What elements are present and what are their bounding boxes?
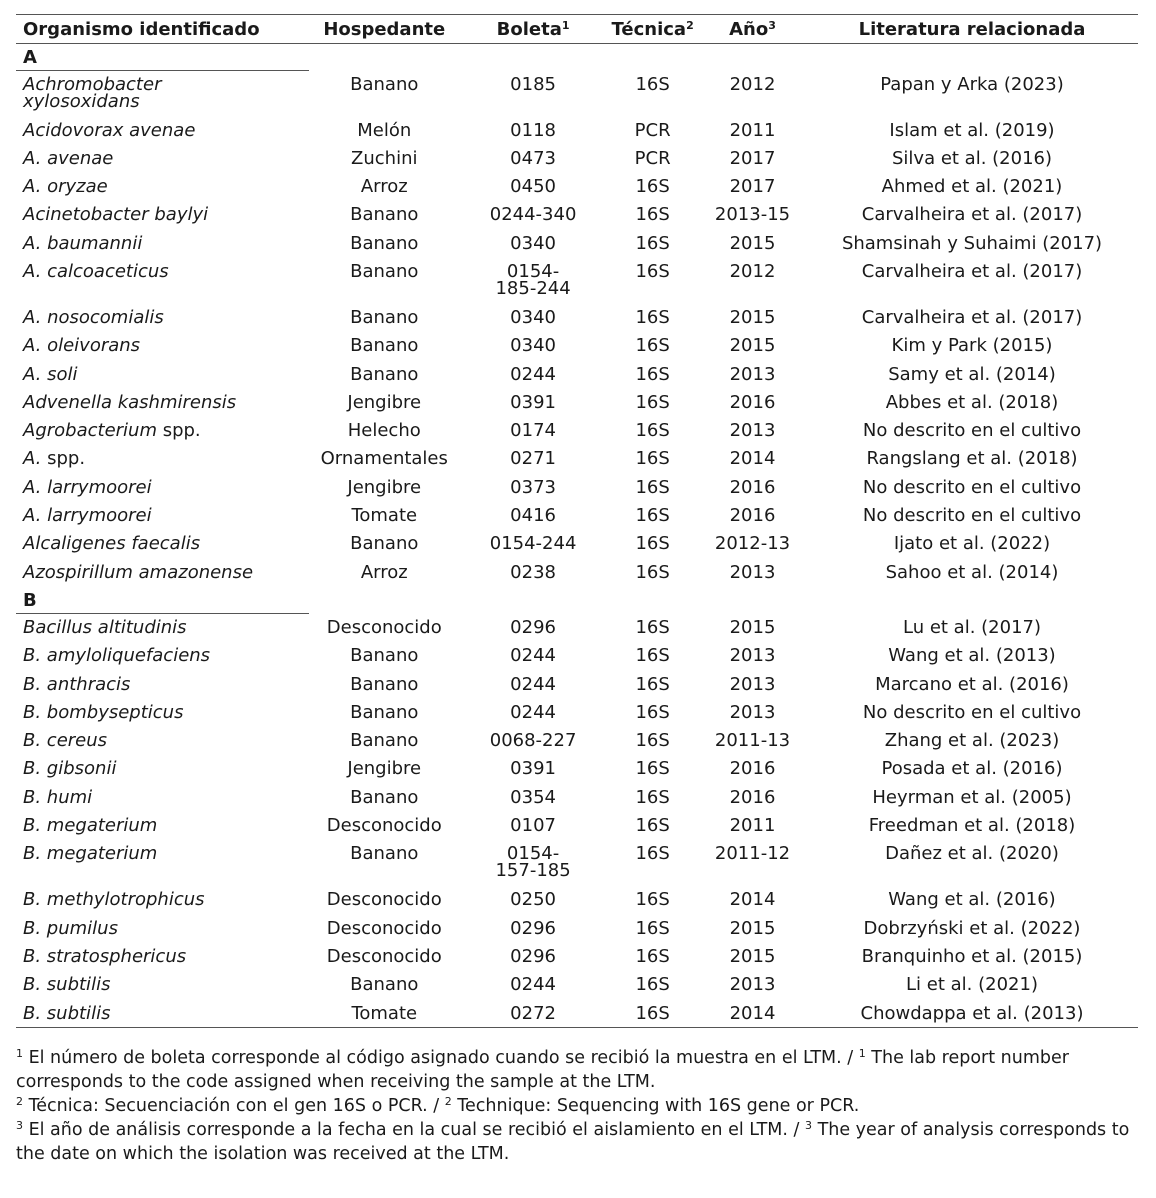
cell-literatura: No descrito en el cultivo (862, 476, 1082, 498)
table-row (16, 474, 1138, 502)
cell-organismo (16, 173, 309, 201)
organism-name: Agrobacterium (23, 420, 157, 442)
cell-anio: 2015 (729, 917, 776, 939)
table-row (16, 258, 1138, 304)
cell-anio: 2016 (729, 505, 776, 527)
cell-hospedante: Banano (350, 786, 419, 808)
cell-organismo (16, 417, 309, 445)
cell-boleta: 0174 (510, 420, 556, 442)
table-row (16, 502, 1138, 530)
organism-name: Alcaligenes faecalis (23, 533, 201, 555)
organism-name: A. oryzae (23, 176, 108, 198)
cell-boleta: 0340 (510, 306, 556, 328)
cell-organismo (16, 784, 309, 812)
cell-anio: 2011-12 (714, 843, 791, 865)
table-row (16, 559, 1138, 587)
organism-name: B. humi (23, 786, 93, 808)
cell-organismo (16, 71, 309, 117)
cell-anio: 2016 (729, 786, 776, 808)
cell-organismo (16, 699, 309, 727)
cell-organismo (16, 117, 309, 145)
cell-anio: 2017 (729, 147, 776, 169)
cell-organismo (16, 361, 309, 389)
cell-literatura: Samy et al. (2014) (888, 363, 1056, 385)
cell-literatura: No descrito en el cultivo (862, 701, 1082, 723)
cell-organismo (16, 559, 309, 587)
table-row (16, 840, 1138, 886)
organism-name: B. gibsonii (23, 758, 117, 780)
cell-tecnica: 16S (635, 176, 670, 198)
cell-hospedante: Banano (350, 363, 419, 385)
cell-literatura: Silva et al. (2016) (891, 147, 1052, 169)
table-row (16, 71, 1138, 117)
cell-tecnica: 16S (635, 786, 670, 808)
cell-tecnica: 16S (635, 616, 670, 638)
cell-anio: 2012-13 (714, 533, 791, 555)
cell-anio: 2015 (729, 306, 776, 328)
cell-tecnica: 16S (635, 730, 670, 752)
organism-name: A. nosocomialis (23, 306, 164, 328)
cell-organismo (16, 474, 309, 502)
cell-anio: 2014 (699, 1000, 806, 1028)
table-row (16, 230, 1138, 258)
cell-hospedante: Tomate (351, 505, 418, 527)
cell-tecnica: 16S (635, 645, 670, 667)
cell-boleta: 0296 (510, 917, 556, 939)
section-label: A (16, 44, 309, 71)
header-organismo: Organismo identificado (16, 15, 309, 44)
cell-literatura: Rangslang et al. (2018) (866, 448, 1078, 470)
cell-tecnica: 16S (635, 306, 670, 328)
cell-boleta: 0296 (510, 616, 556, 638)
cell-anio: 2016 (729, 391, 776, 413)
organism-name: B. bombysepticus (23, 701, 184, 723)
organism-name: B. anthracis (23, 673, 131, 695)
cell-literatura: Abbes et al. (2018) (885, 391, 1059, 413)
cell-tecnica: 16S (635, 335, 670, 357)
cell-literatura: Ahmed et al. (2021) (881, 176, 1063, 198)
cell-anio: 2015 (729, 616, 776, 638)
cell-hospedante: Banano (350, 204, 419, 226)
cell-organismo (16, 1000, 309, 1028)
organism-name: Advenella kashmirensis (23, 391, 237, 413)
cell-hospedante: Tomate (309, 1000, 460, 1028)
cell-tecnica: 16S (635, 701, 670, 723)
table-row (16, 304, 1138, 332)
organism-name: A. soli (23, 363, 78, 385)
cell-organismo (16, 755, 309, 783)
cell-boleta: 0271 (510, 448, 556, 470)
cell-anio: 2013-15 (714, 204, 791, 226)
cell-anio: 2013 (729, 701, 776, 723)
cell-hospedante: Ornamentales (320, 448, 448, 470)
cell-anio: 2013 (729, 974, 776, 996)
header-tecnica: Técnica$^2$ (606, 15, 699, 44)
cell-hospedante: Zuchini (351, 147, 418, 169)
cell-boleta: 0244 (510, 701, 556, 723)
organism-name: A. baumannii (23, 232, 143, 254)
organism-name: Acidovorax avenae (23, 119, 196, 141)
table-row (16, 145, 1138, 173)
organism-name: A. larrymoorei (23, 505, 152, 527)
section-row (16, 587, 1138, 614)
cell-tecnica: 16S (635, 917, 670, 939)
cell-tecnica: PCR (634, 147, 671, 169)
table-header (16, 15, 1138, 44)
cell-hospedante: Jengibre (347, 391, 422, 413)
cell-boleta: 0244 (510, 974, 556, 996)
cell-boleta: 0244-340 (489, 204, 577, 226)
cell-tecnica: 16S (635, 974, 670, 996)
cell-tecnica: 16S (635, 391, 670, 413)
cell-hospedante: Banano (350, 843, 419, 865)
cell-literatura: Shamsinah y Suhaimi (2017) (841, 232, 1103, 254)
cell-literatura: Sahoo et al. (2014) (885, 561, 1059, 583)
table-row (16, 886, 1138, 914)
header-hospedante: Hospedante (309, 15, 460, 44)
organism-name: A. larrymoorei (23, 476, 152, 498)
cell-tecnica: 16S (635, 561, 670, 583)
cell-boleta: 0391 (510, 391, 556, 413)
organism-name: B. methylotrophicus (23, 889, 205, 911)
cell-organismo (16, 812, 309, 840)
organism-name: A. calcoaceticus (23, 260, 169, 282)
cell-organismo (16, 201, 309, 229)
cell-literatura: Heyrman et al. (2005) (872, 786, 1072, 808)
cell-organismo (16, 304, 309, 332)
cell-boleta: 0154-244 (489, 533, 577, 555)
cell-tecnica: 16S (635, 815, 670, 837)
table-body (16, 44, 1138, 1028)
organisms-table (16, 14, 1138, 1028)
organism-name: A. oleivorans (23, 335, 141, 357)
cell-literatura: Marcano et al. (2016) (875, 673, 1069, 695)
cell-tecnica: 16S (635, 448, 670, 470)
cell-organismo (16, 727, 309, 755)
cell-organismo (16, 642, 309, 670)
cell-literatura: Ijato et al. (2022) (893, 533, 1051, 555)
organism-name: A. avenae (23, 147, 114, 169)
cell-literatura: Kim y Park (2015) (891, 335, 1053, 357)
cell-boleta: 0354 (510, 786, 556, 808)
organism-name: B. subtilis (23, 1002, 111, 1024)
cell-organismo (16, 971, 309, 999)
section-spacer (309, 587, 1138, 614)
cell-boleta: 0238 (510, 561, 556, 583)
cell-boleta: 0373 (510, 476, 556, 498)
cell-boleta: 0296 (510, 945, 556, 967)
organism-name: B. pumilus (23, 917, 118, 939)
cell-literatura: Carvalheira et al. (2017) (861, 306, 1083, 328)
cell-boleta: 0154-185-244 (495, 260, 571, 299)
cell-hospedante: Arroz (360, 176, 408, 198)
organism-name: B. megaterium (23, 843, 158, 865)
cell-hospedante: Banano (350, 260, 419, 282)
cell-hospedante: Banano (350, 73, 419, 95)
cell-tecnica: 16S (635, 505, 670, 527)
cell-tecnica: 16S (635, 420, 670, 442)
table-row (16, 971, 1138, 999)
organism-suffix: spp. (156, 420, 201, 442)
cell-boleta: 0450 (510, 176, 556, 198)
cell-hospedante: Arroz (360, 561, 408, 583)
cell-hospedante: Banano (350, 673, 419, 695)
footnote-1: $^1$ El número de boleta corresponde al código asignado cuando se recibió la muestra en el LTM. / $^1$ The lab report number corresponds to the code assigned when receiving the sample at the LTM. (16, 1047, 1069, 1092)
table-row (16, 755, 1138, 783)
cell-anio: 2014 (729, 448, 776, 470)
organism-name: B. subtilis (23, 974, 111, 996)
cell-tecnica: 16S (635, 758, 670, 780)
organism-suffix: spp. (41, 448, 86, 470)
cell-anio: 2011 (729, 815, 776, 837)
cell-anio: 2017 (729, 176, 776, 198)
table-row (16, 361, 1138, 389)
organism-name: B. cereus (23, 730, 108, 752)
section-row (16, 44, 1138, 71)
cell-boleta: 0272 (460, 1000, 606, 1028)
cell-hospedante: Desconocido (326, 815, 442, 837)
cell-hospedante: Melón (357, 119, 412, 141)
cell-boleta: 0473 (510, 147, 556, 169)
cell-boleta: 0391 (510, 758, 556, 780)
cell-boleta: 0068-227 (489, 730, 577, 752)
cell-anio: 2013 (729, 363, 776, 385)
cell-literatura: No descrito en el cultivo (862, 420, 1082, 442)
organism-name: Acinetobacter baylyi (23, 204, 209, 226)
cell-literatura: Dobrzyński et al. (2022) (863, 917, 1081, 939)
cell-hospedante: Banano (350, 533, 419, 555)
table-row (16, 614, 1138, 642)
table-row (16, 915, 1138, 943)
cell-hospedante: Banano (350, 974, 419, 996)
cell-organismo (16, 502, 309, 530)
cell-hospedante: Desconocido (326, 616, 442, 638)
cell-literatura: Wang et al. (2016) (888, 889, 1056, 911)
cell-organismo (16, 230, 309, 258)
footnote-3: $^3$ El año de análisis corresponde a la fecha en la cual se recibió el aislamiento en el LTM. / $^3$ The year of analysis corresponds to the date on which the isolation was received at the LTM. (16, 1119, 1130, 1164)
cell-organismo (16, 530, 309, 558)
header-anio: Año$^3$ (699, 15, 806, 44)
table-row (16, 117, 1138, 145)
cell-anio: 2013 (729, 645, 776, 667)
cell-organismo (16, 332, 309, 360)
cell-tecnica: PCR (634, 119, 671, 141)
cell-tecnica: 16S (635, 476, 670, 498)
header-literatura: Literatura relacionada (806, 15, 1138, 44)
cell-boleta: 0244 (510, 673, 556, 695)
cell-hospedante: Jengibre (347, 758, 422, 780)
table-row (16, 1000, 1138, 1028)
cell-literatura: Freedman et al. (2018) (868, 815, 1076, 837)
cell-literatura: Wang et al. (2013) (888, 645, 1056, 667)
cell-hospedante: Jengibre (347, 476, 422, 498)
cell-anio: 2015 (729, 335, 776, 357)
organism-name: B. stratosphericus (23, 945, 187, 967)
table-row (16, 389, 1138, 417)
table-row (16, 812, 1138, 840)
cell-hospedante: Desconocido (326, 889, 442, 911)
cell-anio: 2012 (729, 260, 776, 282)
cell-tecnica: 16S (635, 73, 670, 95)
organism-name: A. (23, 448, 42, 470)
cell-tecnica: 16S (635, 260, 670, 282)
cell-anio: 2011-13 (714, 730, 791, 752)
cell-anio: 2015 (729, 945, 776, 967)
cell-boleta: 0118 (510, 119, 556, 141)
table-row (16, 671, 1138, 699)
cell-literatura: Dañez et al. (2020) (885, 843, 1059, 865)
cell-boleta: 0244 (510, 645, 556, 667)
footnotes (16, 1046, 1140, 1166)
cell-anio: 2016 (729, 476, 776, 498)
cell-hospedante: Banano (350, 306, 419, 328)
cell-anio: 2014 (729, 889, 776, 911)
cell-literatura: Carvalheira et al. (2017) (861, 204, 1083, 226)
cell-organismo (16, 389, 309, 417)
cell-boleta: 0340 (510, 232, 556, 254)
cell-tecnica: 16S (635, 232, 670, 254)
cell-hospedante: Banano (350, 645, 419, 667)
organism-name: Azospirillum amazonense (23, 561, 254, 583)
table-row (16, 784, 1138, 812)
cell-anio: 2011 (729, 119, 776, 141)
cell-organismo (16, 145, 309, 173)
cell-boleta: 0416 (510, 505, 556, 527)
header-boleta: Boleta$^1$ (460, 15, 606, 44)
table-row (16, 943, 1138, 971)
cell-boleta: 0340 (510, 335, 556, 357)
cell-anio: 2016 (729, 758, 776, 780)
table-row (16, 642, 1138, 670)
cell-organismo (16, 840, 309, 886)
cell-boleta: 0107 (510, 815, 556, 837)
cell-hospedante: Helecho (347, 420, 421, 442)
cell-organismo (16, 915, 309, 943)
table-row (16, 173, 1138, 201)
cell-hospedante: Desconocido (326, 917, 442, 939)
cell-tecnica: 16S (635, 843, 670, 865)
section-spacer (309, 44, 1138, 71)
cell-boleta: 0185 (510, 73, 556, 95)
cell-organismo (16, 614, 309, 642)
cell-boleta: 0250 (510, 889, 556, 911)
cell-anio: 2013 (729, 420, 776, 442)
organism-name: Bacillus altitudinis (23, 617, 187, 639)
cell-tecnica: 16S (635, 673, 670, 695)
cell-literatura: Carvalheira et al. (2017) (861, 260, 1083, 282)
cell-literatura: Islam et al. (2019) (889, 119, 1055, 141)
cell-anio: 2015 (729, 232, 776, 254)
cell-tecnica: 16S (606, 1000, 699, 1028)
section-label: B (16, 587, 309, 614)
table-row (16, 699, 1138, 727)
cell-literatura: No descrito en el cultivo (862, 505, 1082, 527)
cell-anio: 2012 (729, 73, 776, 95)
organism-name: B. megaterium (23, 815, 158, 837)
cell-anio: 2013 (729, 673, 776, 695)
cell-tecnica: 16S (635, 204, 670, 226)
cell-tecnica: 16S (635, 533, 670, 555)
cell-literatura: Posada et al. (2016) (881, 758, 1063, 780)
cell-hospedante: Banano (350, 232, 419, 254)
organism-name: Achromobacter xylosoxidans (23, 74, 162, 112)
cell-organismo (16, 671, 309, 699)
cell-tecnica: 16S (635, 363, 670, 385)
table-row (16, 445, 1138, 473)
table-row (16, 417, 1138, 445)
cell-tecnica: 16S (635, 945, 670, 967)
table-row (16, 332, 1138, 360)
cell-organismo (16, 258, 309, 304)
cell-literatura: Papan y Arka (2023) (880, 73, 1064, 95)
cell-literatura: Branquinho et al. (2015) (861, 945, 1083, 967)
cell-tecnica: 16S (635, 889, 670, 911)
cell-hospedante: Banano (350, 730, 419, 752)
cell-hospedante: Desconocido (326, 945, 442, 967)
cell-literatura: Li et al. (2021) (906, 974, 1038, 996)
cell-organismo (16, 886, 309, 914)
cell-hospedante: Banano (350, 701, 419, 723)
cell-boleta: 0154-157-185 (495, 843, 571, 882)
cell-literatura: Lu et al. (2017) (902, 616, 1042, 638)
table-row (16, 727, 1138, 755)
cell-organismo (16, 943, 309, 971)
table-row (16, 201, 1138, 229)
cell-hospedante: Banano (350, 335, 419, 357)
footnote-2: $^2$ Técnica: Secuenciación con el gen 16S o PCR. / $^2$ Technique: Sequencing with 16S gene or PCR. (16, 1095, 860, 1116)
cell-anio: 2013 (729, 561, 776, 583)
cell-literatura: Chowdappa et al. (2013) (806, 1000, 1138, 1028)
cell-literatura: Zhang et al. (2023) (884, 730, 1060, 752)
organism-name: B. amyloliquefaciens (23, 645, 211, 667)
cell-boleta: 0244 (510, 363, 556, 385)
table-row (16, 530, 1138, 558)
cell-organismo (16, 445, 309, 473)
